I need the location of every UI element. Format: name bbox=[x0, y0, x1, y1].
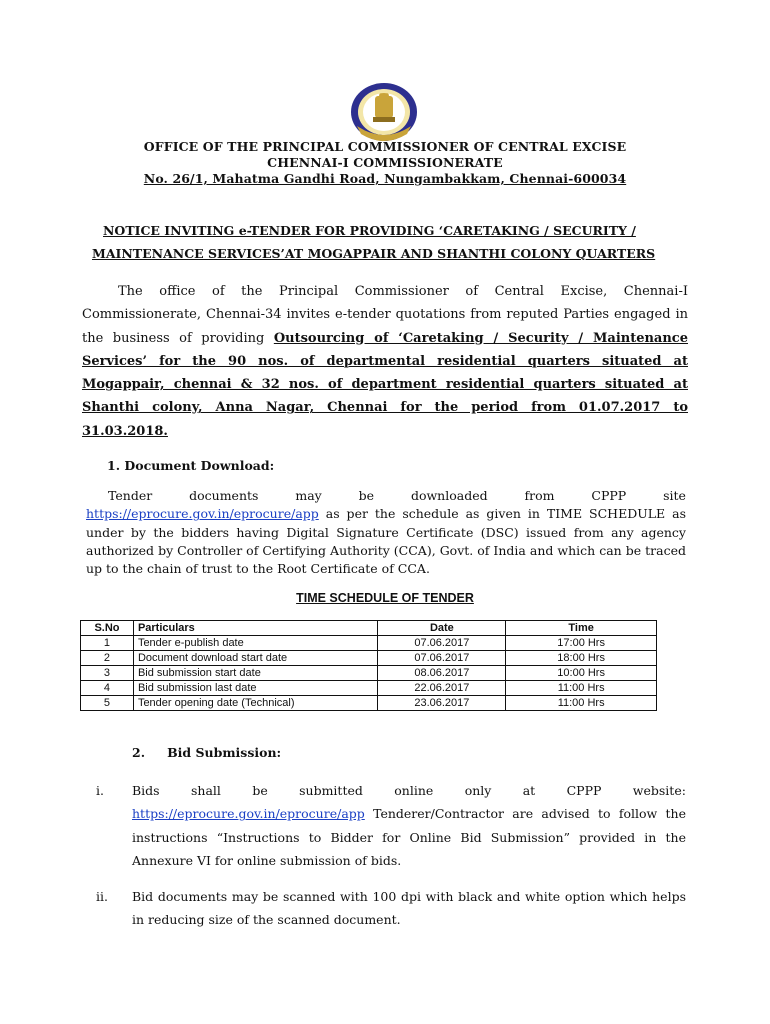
word: Tender bbox=[108, 488, 153, 503]
word: CPPP bbox=[591, 488, 627, 503]
section-document-download-title: 1. Document Download: bbox=[107, 458, 275, 473]
table-row bbox=[81, 651, 657, 666]
word: at bbox=[522, 783, 536, 798]
col-header-time: Time bbox=[506, 621, 657, 636]
section-label: Bid Submission: bbox=[167, 745, 282, 760]
cell-sno: 4 bbox=[81, 681, 134, 696]
download-instructions: as per the schedule as given in TIME SCHEDULE as under by the bidders having Digital Signature Certificate (DSC) issued from any agency authorized by Controller of Certifying Authority (CCA), Govt. of India and which can be traced up to the chain of trust to the Root Certificate of CCA. bbox=[86, 506, 686, 577]
col-header-date: Date bbox=[378, 621, 506, 636]
item-rest-text: Tenderer/Contractor are advised to follow the instructions “Instructions to Bidder for Online Bid Submission” provided in the Annexure VI for online submission of bids. bbox=[132, 806, 686, 868]
cell-date: 07.06.2017 bbox=[378, 636, 506, 651]
cell-date: 23.06.2017 bbox=[378, 696, 506, 711]
word: submitted bbox=[299, 783, 363, 798]
table-header-row bbox=[81, 621, 657, 636]
item-number: i. bbox=[96, 783, 104, 798]
section-number: 2. bbox=[132, 745, 146, 760]
table-row bbox=[81, 666, 657, 681]
word: website: bbox=[632, 783, 686, 798]
table-row bbox=[81, 696, 657, 711]
cell-particulars: Bid submission start date bbox=[133, 666, 378, 681]
notice-title-line2: MAINTENANCE SERVICES’AT MOGAPPAIR AND SHANTHI COLONY QUARTERS bbox=[92, 246, 656, 261]
commissionerate-name: CHENNAI-I COMMISSIONERATE bbox=[267, 155, 503, 170]
word: shall bbox=[191, 783, 221, 798]
eprocure-link[interactable]: https://eprocure.gov.in/eprocure/app bbox=[132, 806, 365, 822]
word: may bbox=[295, 488, 322, 503]
section-bid-submission-title bbox=[132, 745, 281, 760]
intro-text: The office of the Principal Commissioner of Central Excise, Chennai-I Commissionerate, Chennai-34 invites e-tender quotations from reputed Parties engaged in the business of providing bbox=[82, 284, 688, 346]
cell-time: 18:00 Hrs bbox=[506, 651, 657, 666]
cell-date: 07.06.2017 bbox=[378, 651, 506, 666]
office-title: OFFICE OF THE PRINCIPAL COMMISSIONER OF CENTRAL EXCISE bbox=[143, 139, 627, 154]
cell-sno: 5 bbox=[81, 696, 134, 711]
word: CPPP bbox=[566, 783, 602, 798]
document-download-paragraph bbox=[86, 487, 686, 578]
intro-paragraph bbox=[82, 280, 688, 443]
word: be bbox=[252, 783, 268, 798]
cell-time: 11:00 Hrs bbox=[506, 681, 657, 696]
word: be bbox=[358, 488, 375, 503]
word: online bbox=[394, 783, 434, 798]
word: site bbox=[663, 488, 686, 503]
word: only bbox=[464, 783, 492, 798]
cell-time: 17:00 Hrs bbox=[506, 636, 657, 651]
cell-particulars: Tender e-publish date bbox=[133, 636, 378, 651]
col-header-particulars: Particulars bbox=[133, 621, 378, 636]
notice-title-line1: NOTICE INVITING e-TENDER FOR PROVIDING ‘CARETAKING / SECURITY / bbox=[103, 223, 636, 238]
cell-time: 11:00 Hrs bbox=[506, 696, 657, 711]
item-first-line bbox=[132, 779, 686, 802]
item-number: ii. bbox=[96, 889, 108, 904]
word: from bbox=[524, 488, 555, 503]
cell-time: 10:00 Hrs bbox=[506, 666, 657, 681]
word: downloaded bbox=[410, 488, 488, 503]
intro-scope-text: Outsourcing of ‘Caretaking / Security / Maintenance Services’ for the 90 nos. of departmental residential quarters situated at Mogappair, chennai & 32 nos. of department residential quarters situated at Shanthi colony, Anna Nagar, Chennai for the period from 01.07.2017 to 31.03.2018. bbox=[82, 330, 688, 439]
cell-sno: 1 bbox=[81, 636, 134, 651]
office-address: No. 26/1, Mahatma Gandhi Road, Nungambakkam, Chennai-600034 bbox=[143, 171, 627, 186]
table-row bbox=[81, 636, 657, 651]
cell-particulars: Bid submission last date bbox=[133, 681, 378, 696]
col-header-sno: S.No bbox=[81, 621, 134, 636]
cell-particulars: Tender opening date (Technical) bbox=[133, 696, 378, 711]
schedule-title: TIME SCHEDULE OF TENDER bbox=[296, 591, 474, 605]
item-text bbox=[132, 779, 686, 872]
cppp-link[interactable]: https://eprocure.gov.in/eprocure/app bbox=[86, 506, 319, 522]
cell-sno: 3 bbox=[81, 666, 134, 681]
table-row bbox=[81, 681, 657, 696]
item-text: Bid documents may be scanned with 100 dpi with black and white option which helps in reducing size of the scanned document. bbox=[132, 889, 686, 928]
time-schedule-table bbox=[80, 620, 657, 711]
government-emblem-icon bbox=[349, 82, 419, 144]
cell-particulars: Document download start date bbox=[133, 651, 378, 666]
word: documents bbox=[189, 488, 259, 503]
cell-date: 22.06.2017 bbox=[378, 681, 506, 696]
cell-date: 08.06.2017 bbox=[378, 666, 506, 681]
word: Bids bbox=[132, 783, 160, 798]
cell-sno: 2 bbox=[81, 651, 134, 666]
download-first-line bbox=[86, 487, 686, 505]
